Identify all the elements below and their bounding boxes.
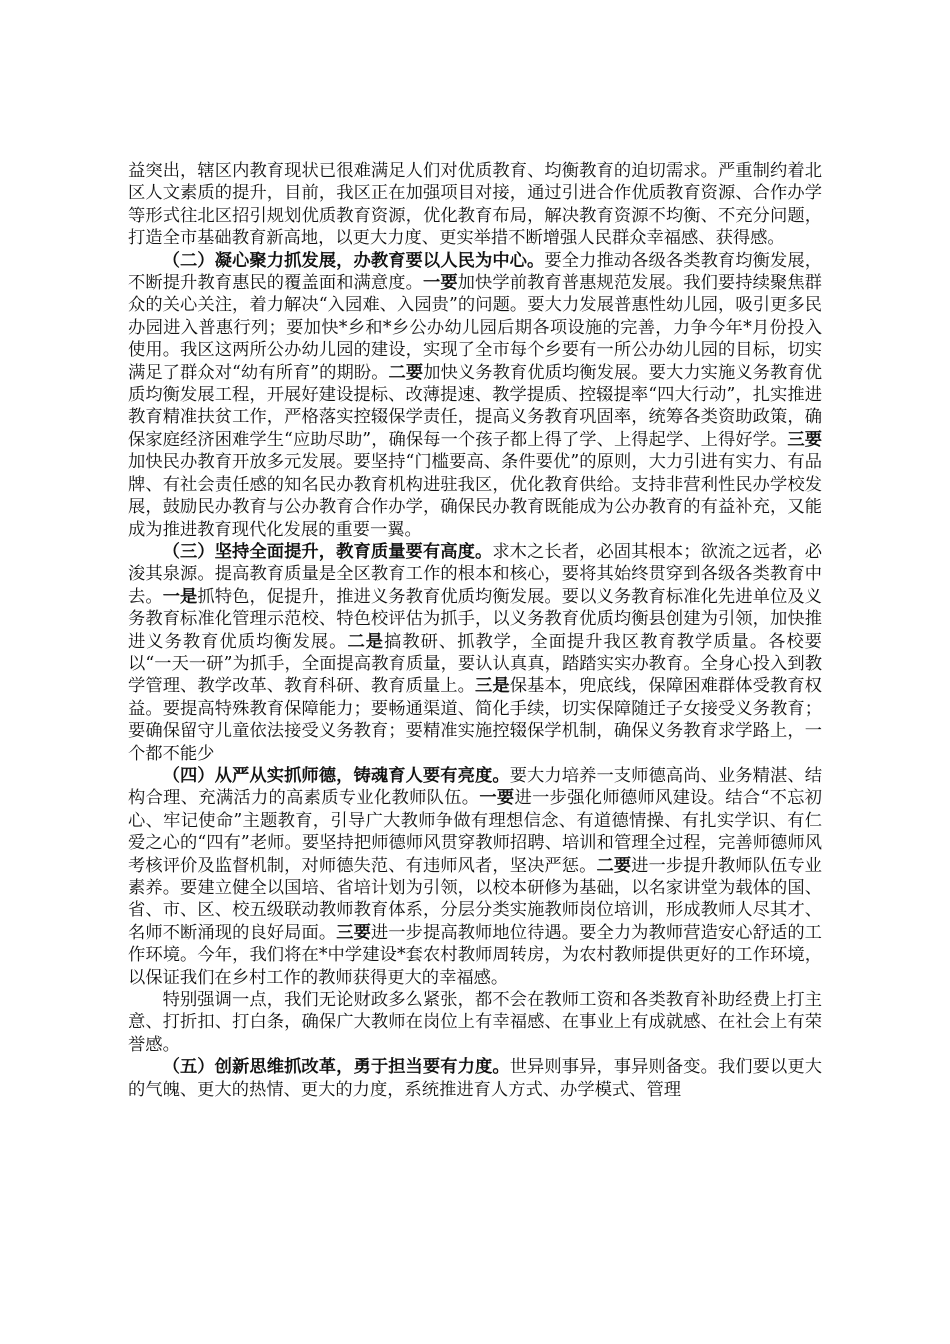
text-run: 抓特色，促提升，推进义务教育优质均衡发展。要以义务教育标准化先进单位及义务教育标准化管理示范校、特色校评估为抓手，以义务教育优质均衡县创建为引领，加快推进义务教育优质均衡发展。 (128, 586, 822, 652)
text-run: 益突出，辖区内教育现状已很难满足人们对优质教育、均衡教育的迫切需求。严重制约着北区人文素质的提升，目前，我区正在加强项目对接，通过引进合作优质教育资源、合作办学等形式往北区招引规划优质教育资源，优化教育布局，解决教育资源不均衡、不充分问题，打造全市基础教育新高地，以更大力度、更实举措不断增强人民群众幸福感、获得感。 (128, 161, 822, 249)
bold-marker: 一要 (479, 788, 515, 809)
bold-marker: 二要 (596, 855, 632, 876)
document-body (128, 160, 822, 1101)
text-run: 保基本，兜底线，保障困难群体受教育权益。要提高特殊教育保障能力；要畅通渠道、简化手续，切实保障随迁子女接受义务教育；要确保留守儿童依法接受义务教育；要精准实施控辍保学机制，确保义务教育求学路上，一个都不能少 (128, 676, 822, 764)
section-heading: （五）创新思维抓改革，勇于担当要有力度。 (162, 1057, 510, 1078)
bold-marker: 二要 (388, 362, 424, 383)
bold-marker: 二是 (347, 631, 385, 652)
text-run: 加快民办教育开放多元发展。要坚持“门槛要高、条件要优”的原则，大力引进有实力、有品牌、有社会责任感的知名民办教育机构进驻我区，优化教育供给。支持非营利性民办学校发展，鼓励民办教育与公办教育合作办学，确保民办教育既能成为公办教育的有益补充，又能成为推进教育现代化发展的重要一翼。 (128, 452, 822, 540)
paragraph-section-2 (128, 250, 822, 541)
section-heading: （二）凝心聚力抓发展，办教育要以人民为中心。 (162, 250, 545, 271)
text-run: 特别强调一点，我们无论财政多么紧张，都不会在教师工资和各类教育补助经费上打主意、打折扣、打白条，确保广大教师在岗位上有幸福感、在事业上有成就感、在社会上有荣誉感。 (128, 990, 822, 1055)
text-run: 进一步强化师德师风建设。结合“不忘初心、牢记使命”主题教育，引导广大教师争做有理想信念、有道德情操、有扎实学识、有仁爱之心的“四有”老师。要坚持把师德师风贯穿教师招聘、培训和管理全过程，完善师德师风考核评价及监督机制，对师德失范、有违师风者，坚决严惩。 (128, 788, 822, 876)
text-run: 加快学前教育普惠规范发展。我们要持续聚焦群众的关心关注，着力解决“入园难、入园贵”的问题。要大力发展普惠性幼儿园，吸引更多民办园进入普惠行列；要加快*乡和*乡公办幼儿园后期各项设施的完善，力争今年*月份投入使用。我区这两所公办幼儿园的建设，实现了全市每个乡要有一所公办幼儿园的目标，切实满足了群众对“幼有所育”的期盼。 (128, 273, 822, 383)
bold-marker: 三要 (336, 922, 371, 943)
text-run: 要全力推动各级各类教育均衡发展，不断提升教育惠民的覆盖面和满意度。 (128, 250, 822, 294)
text-run: 要大力培养一支师德高尚、业务精湛、结构合理、充满活力的高素质专业化教师队伍。 (128, 765, 822, 809)
paragraph-1 (128, 160, 822, 250)
bold-marker: 三要 (787, 429, 822, 450)
paragraph-section-5 (128, 1056, 822, 1101)
paragraph-section-3 (128, 541, 822, 765)
bold-marker: 三是 (475, 676, 510, 697)
section-heading: （三）坚持全面提升，教育质量要有高度。 (162, 541, 493, 562)
section-heading: （四）从严从实抓师德，铸魂育人要有亮度。 (162, 765, 510, 786)
bold-marker: 一要 (422, 273, 458, 294)
paragraph-section-4 (128, 765, 822, 989)
bold-marker: 一是 (162, 586, 198, 607)
text-run: 加快义务教育优质均衡发展。要大力实施义务教育优质均衡发展工程，开展好建设提标、改薄提速、教学提质、控辍提率“四大行动”，扎实推进教育精准扶贫工作，严格落实控辍保学责任，提高义务教育巩固率，统筹各类资助政策，确保家庭经济困难学生“应助尽助”，确保每一个孩子都上得了学、上得起学、上得好学。 (128, 362, 822, 450)
text-run: 搞教研、抓教学，全面提升我区教育教学质量。各校要以“一天一研”为抓手，全面提高教育质量，要认认真真，踏踏实实办教育。全身心投入到教学管理、教学改革、教育科研、教育质量上。 (128, 631, 822, 697)
text-run: 进一步提升教师队伍专业素养。要建立健全以国培、省培计划为引领，以校本研修为基础，以名家讲堂为载体的国、省、市、区、校五级联动教师教育体系，分层分类实施教师岗位培训，形成教师人尽其才、名师不断涌现的良好局面。 (128, 855, 822, 943)
text-run: 进一步提高教师地位待遇。要全力为教师营造安心舒适的工作环境。今年，我们将在*中学建设*套农村教师周转房，为农村教师提供更好的工作环境，以保证我们在乡村工作的教师获得更大的幸福感。 (128, 922, 822, 988)
paragraph-emphasis (128, 989, 822, 1056)
text-run: 世异则事异，事异则备变。我们要以更大的气魄、更大的热情、更大的力度，系统推进育人方式、办学模式、管理 (128, 1057, 822, 1100)
text-run: 求木之长者，必固其根本；欲流之远者，必浚其泉源。提高教育质量是全区教育工作的根本和核心，要将其始终贯穿到各级各类教育中去。 (128, 541, 822, 607)
